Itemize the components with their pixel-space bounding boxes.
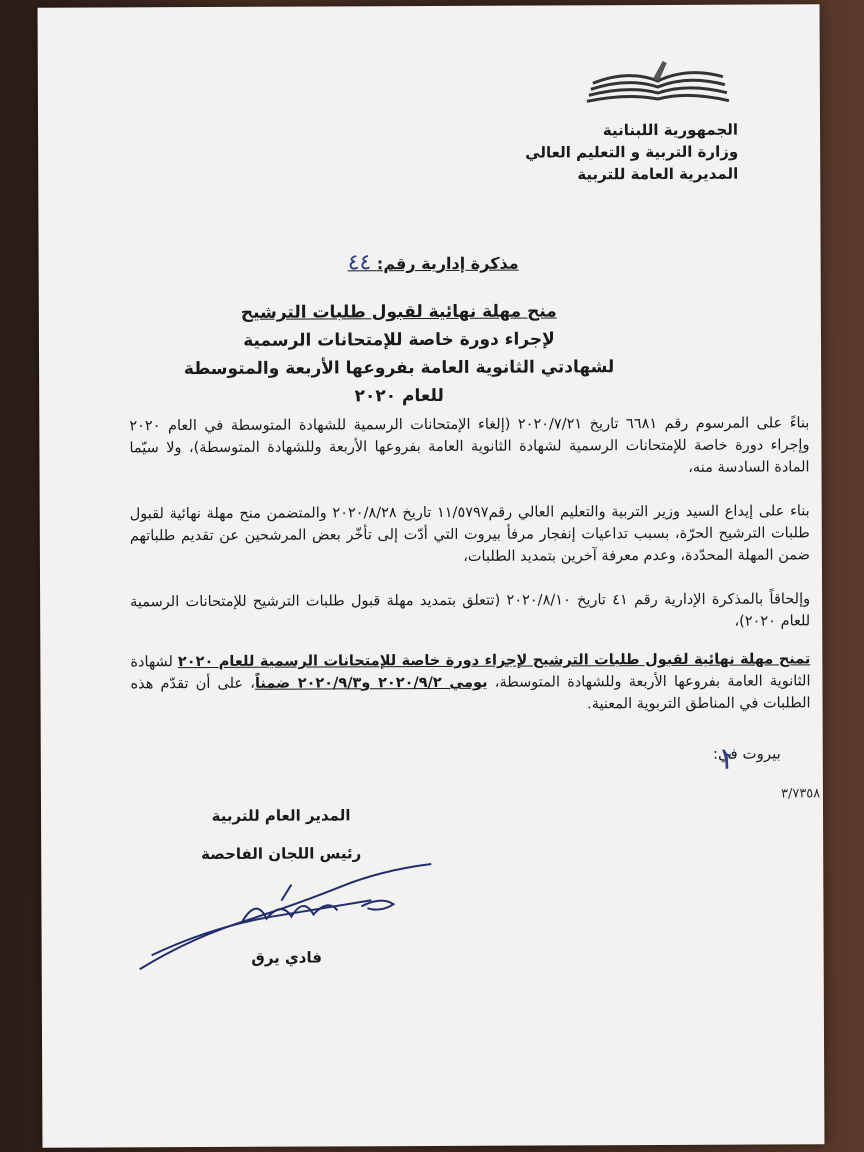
title-line-3: لشهادتي الثانوية العامة بفروعها الأربعة والمتوسطة للعام ٢٠٢٠ (183, 357, 615, 407)
handwritten-date-ink (571, 727, 731, 788)
paragraph-decision (130, 648, 810, 717)
memo-label: مذكرة إدارية رقم: (376, 253, 519, 274)
paragraph-decree: بناءً على المرسوم رقم ٦٦٨١ تاريخ ٢٠٢٠/٧/٢١ (إلغاء الإمتحانات الرسمية للشهادة المتوسطة في العام ٢٠٢٠ وإجراء دورة خاصة للإمتحانات الرسمية لشهادة الثانوية العامة بفروعها الأربعة وللشهادة المتوسطة)، ولا سيّما المادة السادسة منه، (129, 415, 810, 476)
signatory-title-1: المدير العام للتربية (211, 806, 351, 825)
letterhead-line-3: المديرية العامة للتربية (577, 164, 739, 184)
document-page (38, 4, 825, 1147)
paragraph-minister: بناء على إيداع السيد وزير التربية والتعليم العالي رقم١١/٥٧٩٧ تاريخ ٢٠٢٠/٨/٢٨ والمتضمن منح مهلة نهائية لقبول طلبات الترشيح الحرّة، بسبب تداعيات إنفجار مرفأ بيروت التي أدّت إلى تأخّر بعض المرشحين عن تقديم طلباتهم ضمن المهلة المحدّدة، وعدم معرفة آخرين بتمديد الطلبات، (129, 503, 810, 565)
memo-title (179, 297, 619, 411)
reference-number: ٣/٧٣٥٨ (780, 786, 821, 802)
paragraph-previous-memo: وإلحاقاً بالمذكرة الإدارية رقم ٤١ تاريخ ٢٠٢٠/٨/١٠ (تتعلق بتمديد مهلة قبول طلبات الترشيح للإمتحانات الرسمية للعام ٢٠٢٠)، (130, 591, 811, 630)
decision-dates: يومي ٢٠٢٠/٩/٢ و٢٠٢٠/٩/٣ ضمناً (254, 674, 488, 692)
letterhead (468, 119, 738, 186)
signatory-name: فادي يرق (251, 948, 322, 967)
title-line-1: منح مهلة نهائية لقبول طلبات الترشيح (240, 301, 557, 323)
memo-number-line (269, 250, 519, 276)
decision-bold-text: تمنح مهلة نهائية لقبول طلبات الترشيح لإجراء دورة خاصة للإمتحانات الرسمية للعام ٢٠٢٠ (177, 651, 811, 671)
ministry-book-logo (583, 55, 733, 112)
letterhead-line-1: الجمهورية اللبنانية (602, 120, 739, 140)
decision-end-text: ، على أن تقدّم هذه الطلبات في المناطق التربوية المعنية. (130, 675, 811, 713)
title-line-2: لإجراء دورة خاصة للإمتحانات الرسمية (243, 329, 555, 351)
handwritten-date (571, 727, 731, 788)
signatory-title-2: رئيس اللجان الفاحصة (201, 844, 362, 864)
handwritten-date-text: ٢٠٢٠/٨/٢٨ (720, 741, 731, 777)
memo-number: ٤٤ (347, 250, 372, 276)
letterhead-line-2: وزارة التربية و التعليم العالي (525, 142, 739, 162)
place-label: بيروت في: (712, 744, 781, 763)
decision-mid-text: لشهادة الثانوية العامة بفروعها الأربعة وللشهادة المتوسطة، (130, 654, 811, 691)
